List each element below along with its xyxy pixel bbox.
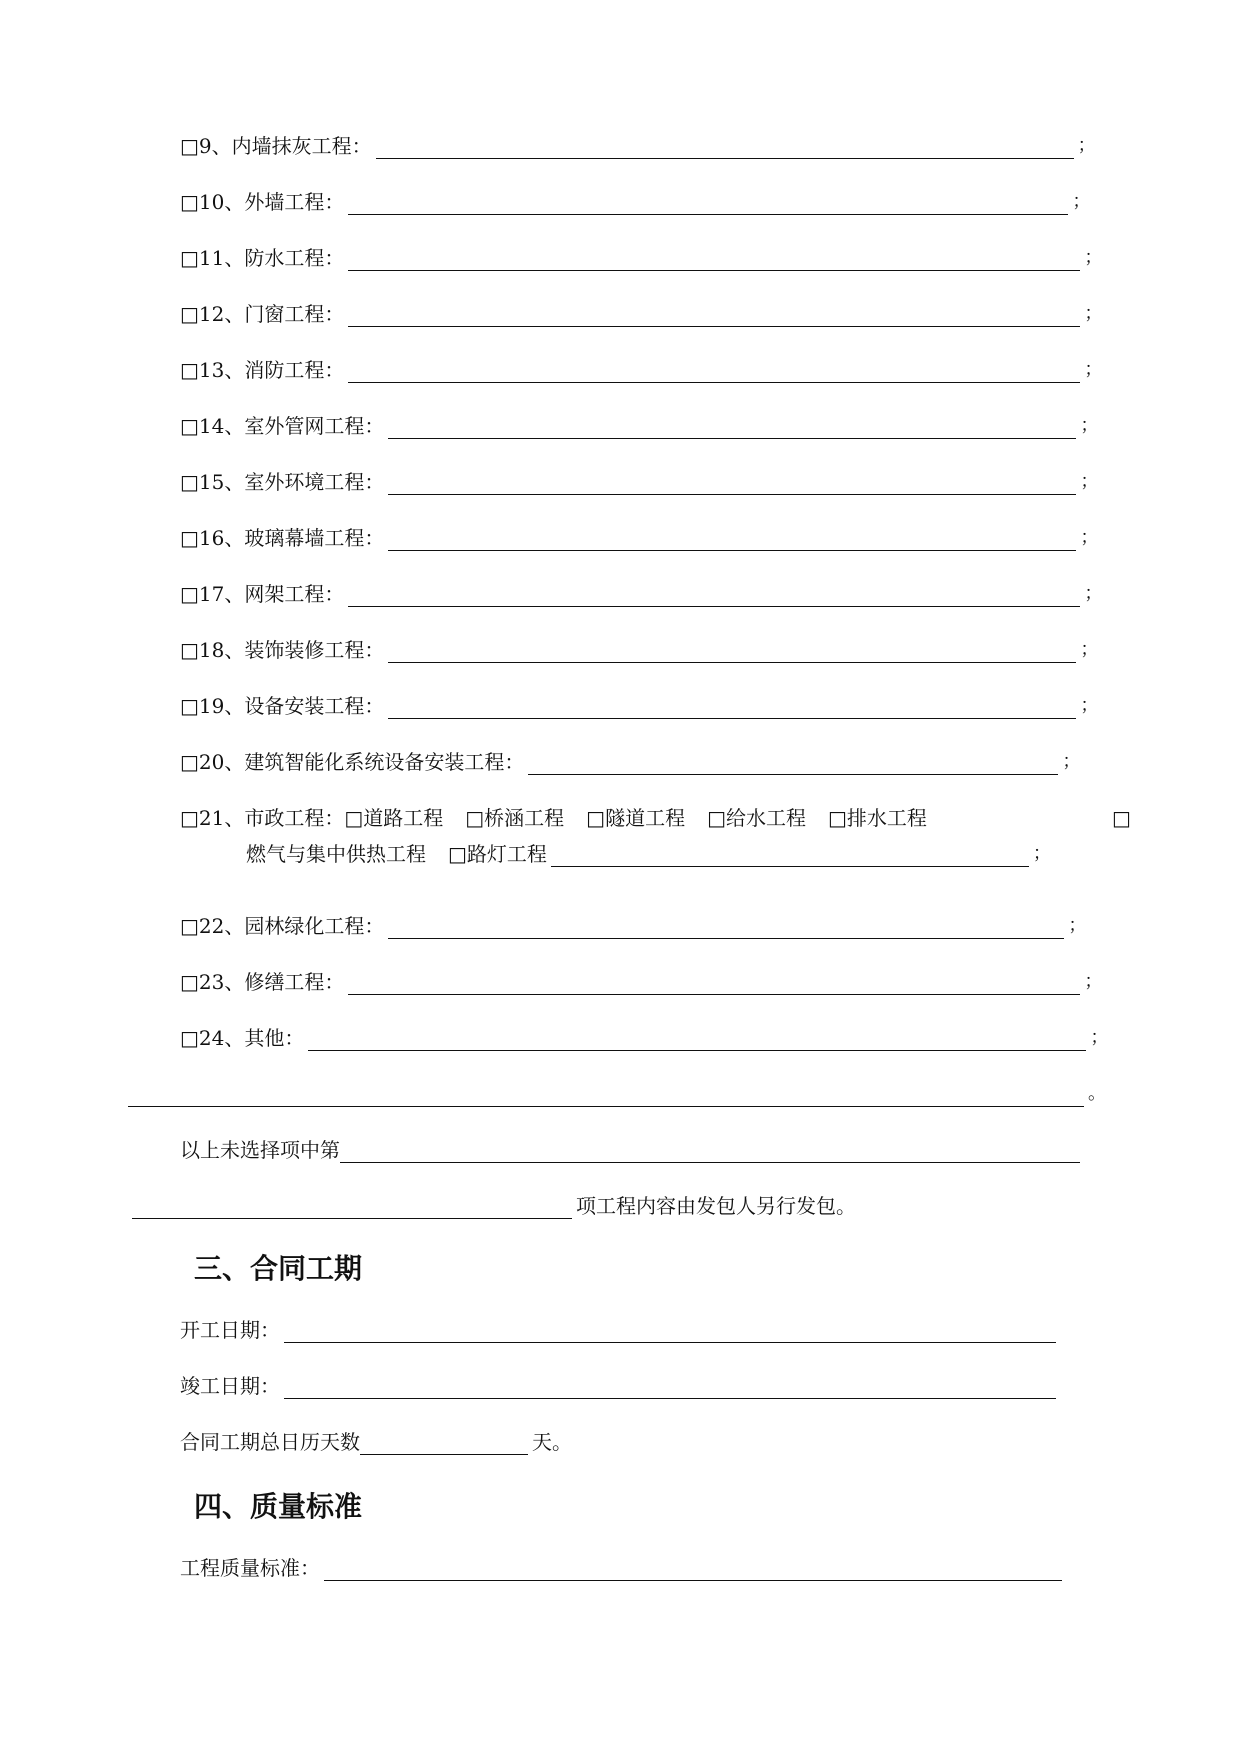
option-label: 燃气与集中供热工程 xyxy=(246,842,426,866)
duration-prefix: 合同工期总日历天数 xyxy=(180,1430,360,1454)
option-bridge[interactable] xyxy=(465,803,564,833)
item-label: 11、防水工程： xyxy=(198,246,345,270)
option-road[interactable] xyxy=(344,803,443,833)
blank-field[interactable] xyxy=(551,842,1029,867)
blank-field[interactable] xyxy=(376,134,1074,159)
item-row-22 xyxy=(180,911,1086,941)
option-label: 路灯工程 xyxy=(466,842,547,866)
option-gas-checkbox-row xyxy=(1112,803,1131,833)
option-street-light[interactable] xyxy=(448,839,547,869)
item-end: ； xyxy=(1062,751,1081,772)
blank-field[interactable] xyxy=(388,914,1064,939)
item-label: 24、其他： xyxy=(198,1026,305,1050)
item-end: ； xyxy=(1084,583,1103,604)
checkbox[interactable]: □ xyxy=(344,806,364,830)
checkbox[interactable]: □ xyxy=(180,470,199,494)
item-label: 15、室外环境工程： xyxy=(198,470,385,494)
blank-field[interactable] xyxy=(348,582,1080,607)
item-row-21 xyxy=(180,803,949,833)
finish-date-label: 竣工日期： xyxy=(180,1374,280,1398)
option-label: 排水工程 xyxy=(846,806,927,830)
item-row-13 xyxy=(180,355,1102,385)
checkbox[interactable]: □ xyxy=(180,806,199,830)
checkbox[interactable]: □ xyxy=(465,806,485,830)
item-end: ； xyxy=(1032,843,1051,864)
item-row-15 xyxy=(180,467,1098,497)
item-label: 18、装饰装修工程： xyxy=(198,638,385,662)
blank-field[interactable] xyxy=(388,414,1076,439)
item-end: ； xyxy=(1077,135,1096,156)
blank-field[interactable] xyxy=(388,638,1076,663)
item-end: ； xyxy=(1080,471,1099,492)
item-label: 22、园林绿化工程： xyxy=(198,914,385,938)
checkbox[interactable]: □ xyxy=(180,302,199,326)
option-label: 隧道工程 xyxy=(605,806,686,830)
blank-field[interactable] xyxy=(128,1082,1084,1107)
item-label: 17、网架工程： xyxy=(198,582,345,606)
blank-field[interactable] xyxy=(348,246,1080,271)
quality-standard-label: 工程质量标准： xyxy=(180,1556,320,1580)
checkbox[interactable]: □ xyxy=(180,246,199,270)
option-label: 道路工程 xyxy=(363,806,444,830)
unselected-prefix: 以上未选择项中第 xyxy=(180,1138,340,1162)
item-row-17 xyxy=(180,579,1102,609)
item-row-14 xyxy=(180,411,1098,441)
item-row-18 xyxy=(180,635,1098,665)
item-label: 14、室外管网工程： xyxy=(198,414,385,438)
item-label: 21、市政工程： xyxy=(198,806,345,830)
checkbox[interactable]: □ xyxy=(180,134,199,158)
checkbox[interactable]: □ xyxy=(180,1026,199,1050)
checkbox[interactable]: □ xyxy=(180,582,199,606)
item-row-16 xyxy=(180,523,1098,553)
item-end: ； xyxy=(1080,415,1099,436)
blank-field[interactable] xyxy=(528,750,1058,775)
start-date-field[interactable] xyxy=(284,1318,1056,1343)
unselected-suffix: 项工程内容由发包人另行发包。 xyxy=(576,1194,856,1218)
quality-standard-field[interactable] xyxy=(324,1556,1062,1581)
item-row-11 xyxy=(180,243,1102,273)
item-row-19 xyxy=(180,691,1098,721)
blank-field[interactable] xyxy=(348,970,1080,995)
item-end: ； xyxy=(1084,247,1103,268)
item-row-10 xyxy=(180,187,1090,217)
blank-field[interactable] xyxy=(388,694,1076,719)
blank-field[interactable] xyxy=(388,470,1076,495)
checkbox[interactable]: □ xyxy=(1112,806,1131,830)
item-label: 12、门窗工程： xyxy=(198,302,345,326)
start-date-row xyxy=(180,1315,1060,1345)
start-date-label: 开工日期： xyxy=(180,1318,280,1342)
blank-field[interactable] xyxy=(348,358,1080,383)
blank-field[interactable] xyxy=(340,1138,1080,1163)
unselected-row xyxy=(180,1135,1084,1165)
unselected-row-continued xyxy=(132,1191,856,1221)
checkbox[interactable]: □ xyxy=(180,526,199,550)
item-end: ； xyxy=(1084,303,1103,324)
section-heading-contract-period: 三、合同工期 xyxy=(194,1252,363,1285)
checkbox[interactable]: □ xyxy=(180,190,199,214)
item-label: 10、外墙工程： xyxy=(198,190,345,214)
checkbox[interactable]: □ xyxy=(707,806,726,830)
option-label: 给水工程 xyxy=(725,806,806,830)
item-label: 23、修缮工程： xyxy=(198,970,345,994)
item-row-24 xyxy=(180,1023,1108,1053)
finish-date-field[interactable] xyxy=(284,1374,1056,1399)
checkbox[interactable]: □ xyxy=(180,358,199,382)
blank-field[interactable] xyxy=(348,190,1068,215)
option-gas-heating[interactable] xyxy=(246,839,426,869)
blank-field[interactable] xyxy=(308,1026,1086,1051)
checkbox[interactable]: □ xyxy=(180,914,199,938)
quality-standard-row xyxy=(180,1553,1066,1583)
option-label: 桥涵工程 xyxy=(484,806,565,830)
blank-field[interactable] xyxy=(388,526,1076,551)
item-row-12 xyxy=(180,299,1102,329)
item-row-21-continued xyxy=(246,839,1051,869)
item-end: ； xyxy=(1080,527,1099,548)
item-end: ； xyxy=(1084,359,1103,380)
item-end: ； xyxy=(1084,971,1103,992)
blank-field[interactable] xyxy=(132,1194,572,1219)
blank-line-row xyxy=(128,1079,1106,1109)
item-row-9 xyxy=(180,131,1096,161)
item-end: ； xyxy=(1080,639,1099,660)
checkbox[interactable]: □ xyxy=(586,806,606,830)
option-tunnel[interactable] xyxy=(586,803,685,833)
blank-field[interactable] xyxy=(348,302,1080,327)
checkbox[interactable]: □ xyxy=(180,970,199,994)
checkbox[interactable]: □ xyxy=(448,842,467,866)
option-water-supply[interactable] xyxy=(707,803,806,833)
item-end: ； xyxy=(1090,1027,1109,1048)
item-label: 13、消防工程： xyxy=(198,358,345,382)
checkbox[interactable]: □ xyxy=(180,638,199,662)
item-end: ； xyxy=(1068,915,1087,936)
option-drainage[interactable] xyxy=(828,803,927,833)
checkbox[interactable]: □ xyxy=(180,694,199,718)
item-label: 9、内墙抹灰工程： xyxy=(198,134,372,158)
duration-row xyxy=(180,1427,572,1457)
line-end: 。 xyxy=(1088,1083,1106,1104)
item-label: 20、建筑智能化系统设备安装工程： xyxy=(198,750,525,774)
duration-field[interactable] xyxy=(360,1430,528,1455)
finish-date-row xyxy=(180,1371,1060,1401)
item-label: 19、设备安装工程： xyxy=(198,694,385,718)
item-end: ； xyxy=(1072,191,1091,212)
duration-suffix: 天。 xyxy=(532,1430,572,1454)
checkbox[interactable]: □ xyxy=(180,414,199,438)
checkbox[interactable]: □ xyxy=(827,806,847,830)
item-row-23 xyxy=(180,967,1102,997)
checkbox[interactable]: □ xyxy=(180,750,199,774)
item-end: ； xyxy=(1080,695,1099,716)
item-label: 16、玻璃幕墙工程： xyxy=(198,526,385,550)
section-heading-quality-standard: 四、质量标准 xyxy=(194,1490,363,1523)
item-row-20 xyxy=(180,747,1080,777)
